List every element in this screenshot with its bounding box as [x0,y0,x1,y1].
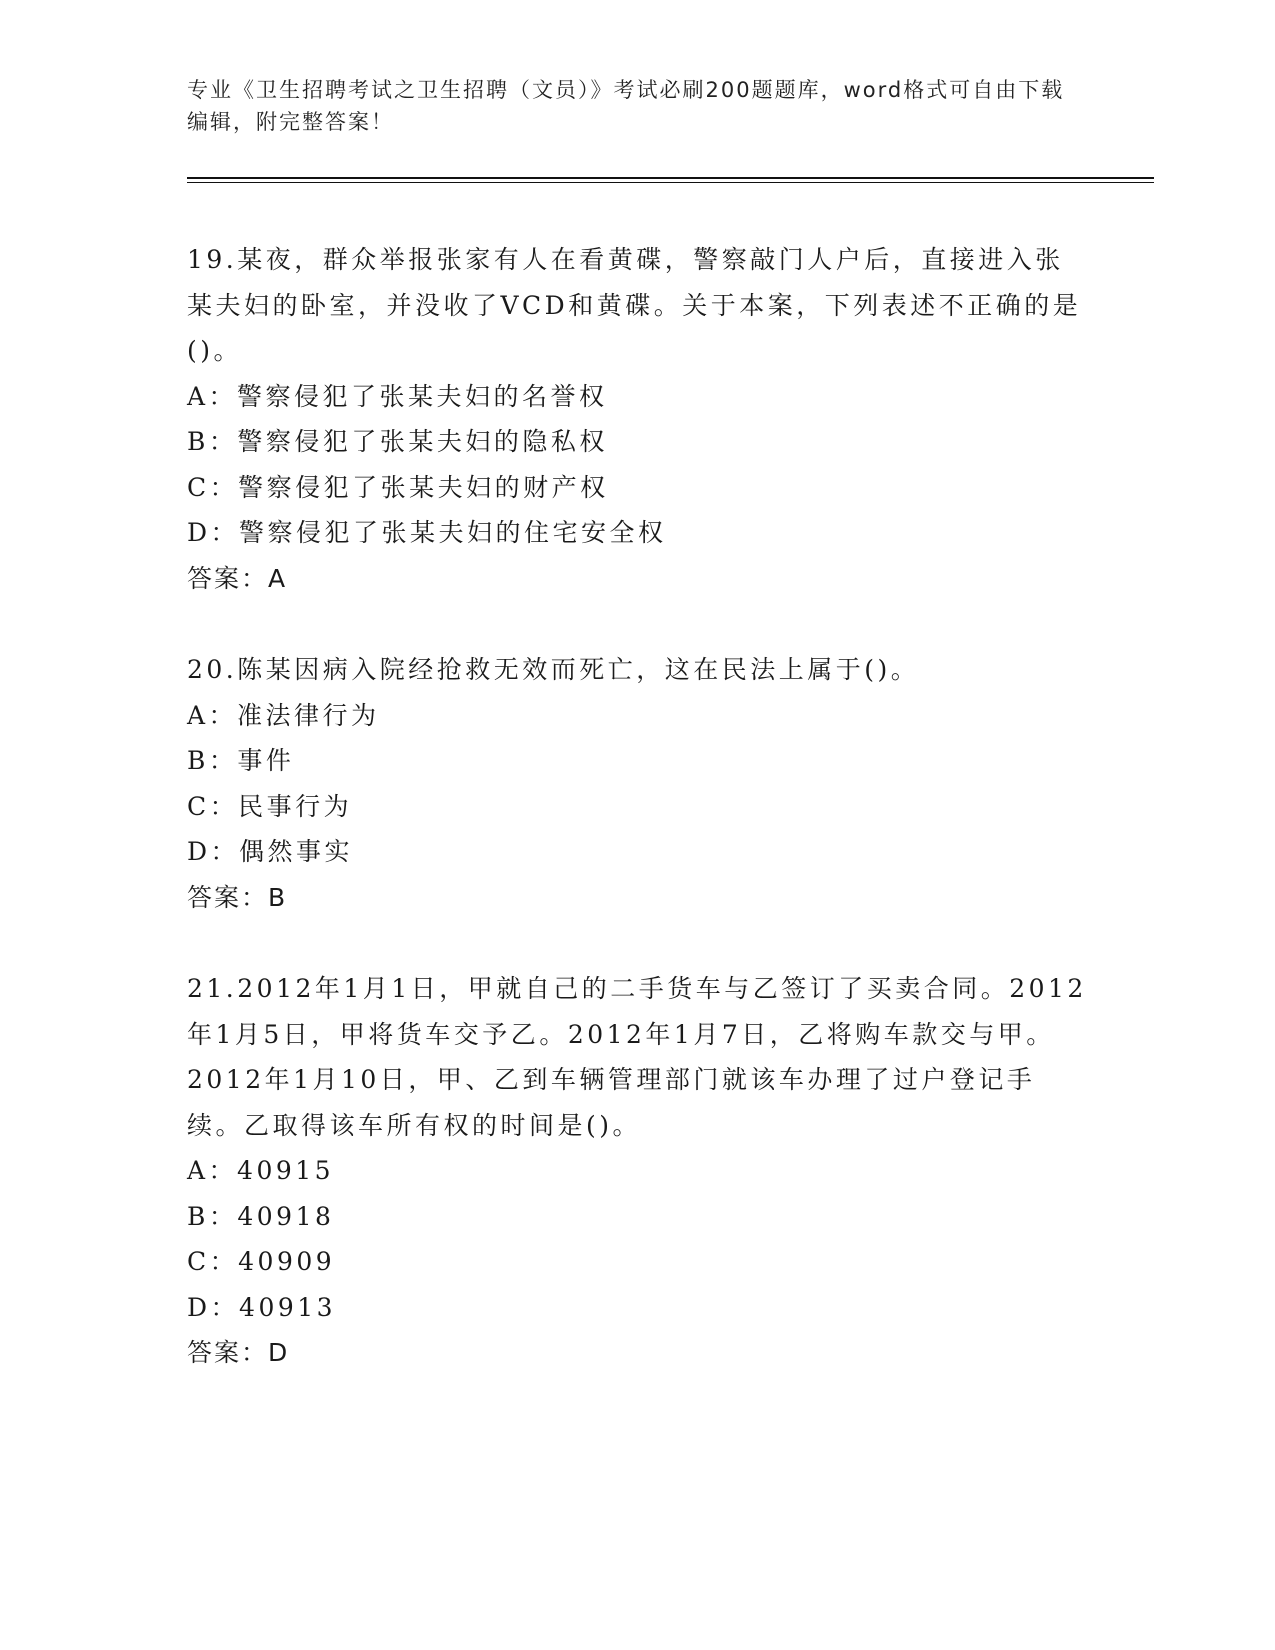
option-b: B：警察侵犯了张某夫妇的隐私权 [187,427,608,456]
question-text: 21.2012年1月1日，甲就自己的二手货车与乙签订了买卖合同。2012年1月5日，甲将货车交予乙。2012年1月7日，乙将购车款交与甲。2012年1月10日，甲、乙到车辆管理部门就该车办理了过户登记手续。乙取得该车所有权的时间是()。 [187,974,1087,1140]
answer-label: 答案：A [187,563,288,593]
question-text: 20.陈某因病入院经抢救无效而死亡，这在民法上属于()。 [187,655,920,684]
question-text: 19.某夜，群众举报张家有人在看黄碟，警察敲门人户后，直接进入张某夫妇的卧室，并没收了VCD和黄碟。关于本案，下列表述不正确的是()。 [187,245,1082,365]
question-20 [187,647,1087,920]
question-19 [187,237,1087,601]
document-header [187,74,1067,138]
option-a: A：准法律行为 [187,700,380,730]
option-c: C：民事行为 [187,791,353,821]
option-c: C：40909 [187,1247,336,1276]
option-d: D：偶然事实 [187,837,354,866]
option-b: B：40918 [187,1201,335,1231]
header-divider-thick [187,177,1154,179]
option-a: A：警察侵犯了张某夫妇的名誉权 [187,381,608,411]
option-c: C：警察侵犯了张某夫妇的财产权 [187,472,609,502]
question-21 [187,966,1087,1376]
option-d: D：40913 [187,1292,337,1322]
option-d: D：警察侵犯了张某夫妇的住宅安全权 [187,518,667,547]
option-b: B：事件 [187,746,295,775]
answer-label: 答案：B [187,882,288,912]
header-divider-thin [187,182,1154,183]
question-list [187,237,1087,1422]
option-a: A：40915 [187,1156,335,1185]
answer-label: 答案：D [187,1338,290,1367]
header-title: 专业《卫生招聘考试之卫生招聘（文员）》考试必刷200题题库，word格式可自由下载编辑，附完整答案！ [187,78,1065,134]
